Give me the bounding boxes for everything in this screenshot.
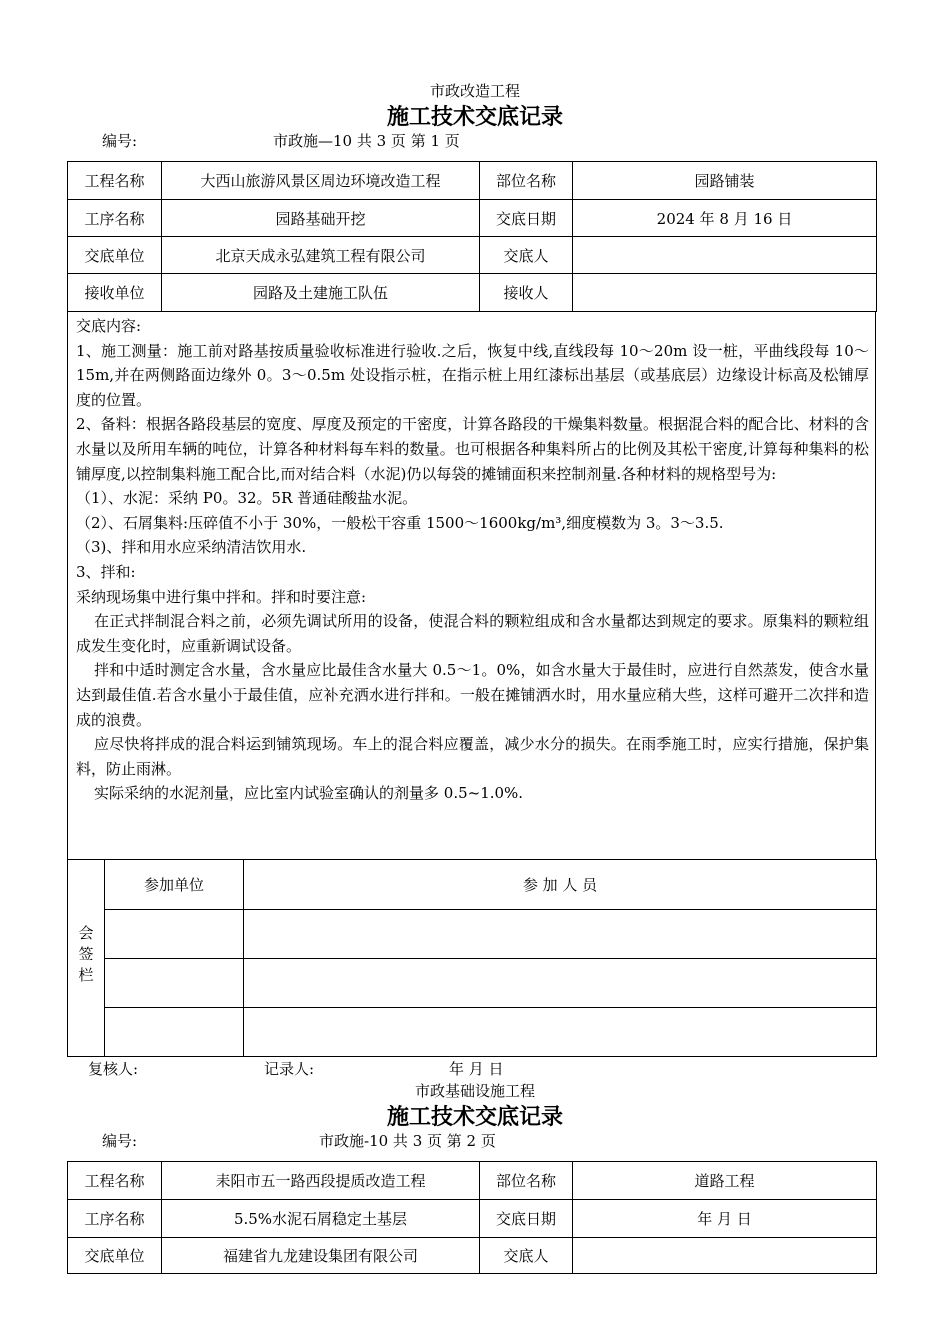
page2-form-info: 市政施-10 共 3 页 第 2 页 — [319, 1132, 496, 1150]
page2-title: 施工技术交底记录 — [386, 1105, 563, 1130]
cell-value: 年 月 日 — [573, 1200, 877, 1238]
table-row — [68, 274, 877, 312]
content-paragraph: （2）、石屑集料:压碎值不小于 30%，一般松干容重 1500～1600kg/m³,细度模数为 3。3～3.5. — [76, 513, 724, 532]
content-paragraph: 应尽快将拌成的混合料运到铺筑现场。车上的混合料应覆盖，减少水分的损失。在雨季施工时，应实行措施，保护集料，防止雨淋。 — [76, 735, 869, 778]
table-row — [68, 200, 877, 237]
cell-value: 园路及土建施工队伍 — [162, 274, 480, 312]
table-row — [68, 959, 877, 1008]
cell-value: 5.5%水泥石屑稳定土基层 — [162, 1200, 480, 1238]
cell-label: 部位名称 — [480, 162, 573, 200]
table-row — [68, 910, 877, 959]
sign-cell[interactable] — [105, 1008, 244, 1057]
content-heading: 交底内容: — [76, 317, 142, 335]
cell-value: 北京天成永弘建筑工程有限公司 — [162, 237, 480, 274]
page1-info-table — [67, 161, 877, 312]
table-row — [68, 1162, 877, 1200]
cell-label: 工序名称 — [68, 200, 162, 237]
cell-label: 工程名称 — [68, 162, 162, 200]
sign-cell[interactable] — [244, 910, 877, 959]
content-paragraph: 在正式拌制混合料之前，必须先调试所用的设备，使混合料的颗粒组成和含水量都达到规定的要求。原集料的颗粒组成发生变化时，应重新调试设备。 — [76, 612, 869, 655]
table-row — [68, 1238, 877, 1274]
cell-label: 交底日期 — [480, 1200, 573, 1238]
page1-serial-label: 编号: — [102, 132, 138, 150]
page1-title: 施工技术交底记录 — [386, 105, 563, 130]
sign-cell[interactable] — [244, 959, 877, 1008]
cell-label: 工序名称 — [68, 1200, 162, 1238]
content-paragraph: 拌和中适时测定含水量，含水量应比最佳含水量大 0.5～1。0%，如含水量大于最佳时，应进行自然蒸发，使含水量达到最佳值.若含水量小于最佳值，应补充洒水进行拌和。一般在摊铺洒水时，用水量应稍大些，这样可避开二次拌和造成的浪费。 — [76, 661, 869, 729]
table-row — [68, 1008, 877, 1057]
cell-value — [573, 237, 877, 274]
content-paragraph: 2、备料：根据各路段基层的宽度、厚度及预定的干密度，计算各路段的干燥集料数量。根据混合料的配合比、材料的含水量以及所用车辆的吨位，计算各种材料每车料的数量。也可根据各种集料所占的比例及其松干密度,计算每种集料的松铺厚度,以控制集料施工配合比,而对结合料（水泥)仍以每袋的摊铺面积来控制剂量.各种材料的规格型号为: — [76, 415, 869, 483]
content-paragraph: 1、施工测量：施工前对路基按质量验收标准进行验收.之后，恢复中线,直线段每 10～20m 设一桩，平曲线段每 10～15m,并在两侧路面边缘外 0。3～0.5m 处设指示桩，在指示桩上用红漆标出基层（或基底层）边缘设计标高及松铺厚度的位置。 — [76, 341, 869, 409]
content-paragraph: 采纳现场集中进行集中拌和。拌和时要注意: — [76, 587, 367, 606]
page1-content — [67, 311, 876, 860]
cell-label: 部位名称 — [480, 1162, 573, 1200]
sign-side-cell — [68, 860, 105, 1057]
cell-label: 交底单位 — [68, 237, 162, 274]
sign-cell[interactable] — [244, 1008, 877, 1057]
page2-serial-label: 编号: — [102, 1132, 138, 1150]
recorder-label: 记录人: — [264, 1060, 315, 1078]
cell-value — [573, 274, 877, 312]
page1-header-subtitle: 市政改造工程 — [429, 82, 520, 100]
table-row — [68, 1200, 877, 1238]
cell-label: 接收人 — [480, 274, 573, 312]
sign-cell[interactable] — [105, 910, 244, 959]
page2-header-subtitle: 市政基础设施工程 — [414, 1082, 535, 1100]
table-row — [68, 162, 877, 200]
cell-value: 耒阳市五一路西段提质改造工程 — [162, 1162, 480, 1200]
cell-label: 交底人 — [480, 1238, 573, 1274]
cell-value: 园路基础开挖 — [162, 200, 480, 237]
sign-cell[interactable] — [105, 959, 244, 1008]
cell-label: 工程名称 — [68, 1162, 162, 1200]
sign-side-label: 会签栏 — [76, 924, 95, 988]
content-paragraph: 3、拌和: — [76, 562, 136, 581]
cell-value: 2024 年 8 月 16 日 — [573, 200, 877, 237]
cell-label: 接收单位 — [68, 274, 162, 312]
page1-sign-table — [67, 859, 877, 1057]
cell-value — [573, 1238, 877, 1274]
table-row — [68, 860, 877, 910]
content-paragraph: 实际采纳的水泥剂量，应比室内试验室确认的剂量多 0.5~1.0%. — [94, 784, 524, 803]
sign-col-units: 参加单位 — [105, 860, 244, 910]
sign-col-people: 参 加 人 员 — [244, 860, 877, 910]
page1-form-info: 市政施—10 共 3 页 第 1 页 — [273, 132, 460, 150]
cell-value: 园路铺装 — [573, 162, 877, 200]
content-paragraph: （1）、水泥：采纳 P0。32。5R 普通硅酸盐水泥。 — [76, 489, 418, 508]
cell-label: 交底人 — [480, 237, 573, 274]
cell-label: 交底单位 — [68, 1238, 162, 1274]
date-label: 年 月 日 — [449, 1060, 504, 1078]
cell-value: 道路工程 — [573, 1162, 877, 1200]
reviewer-label: 复核人: — [88, 1060, 139, 1078]
content-paragraph: （3)、拌和用水应采纳清洁饮用水. — [76, 538, 307, 557]
cell-value: 福建省九龙建设集团有限公司 — [162, 1238, 480, 1274]
cell-label: 交底日期 — [480, 200, 573, 237]
table-row — [68, 237, 877, 274]
page2-info-table — [67, 1161, 877, 1274]
cell-value: 大西山旅游风景区周边环境改造工程 — [162, 162, 480, 200]
